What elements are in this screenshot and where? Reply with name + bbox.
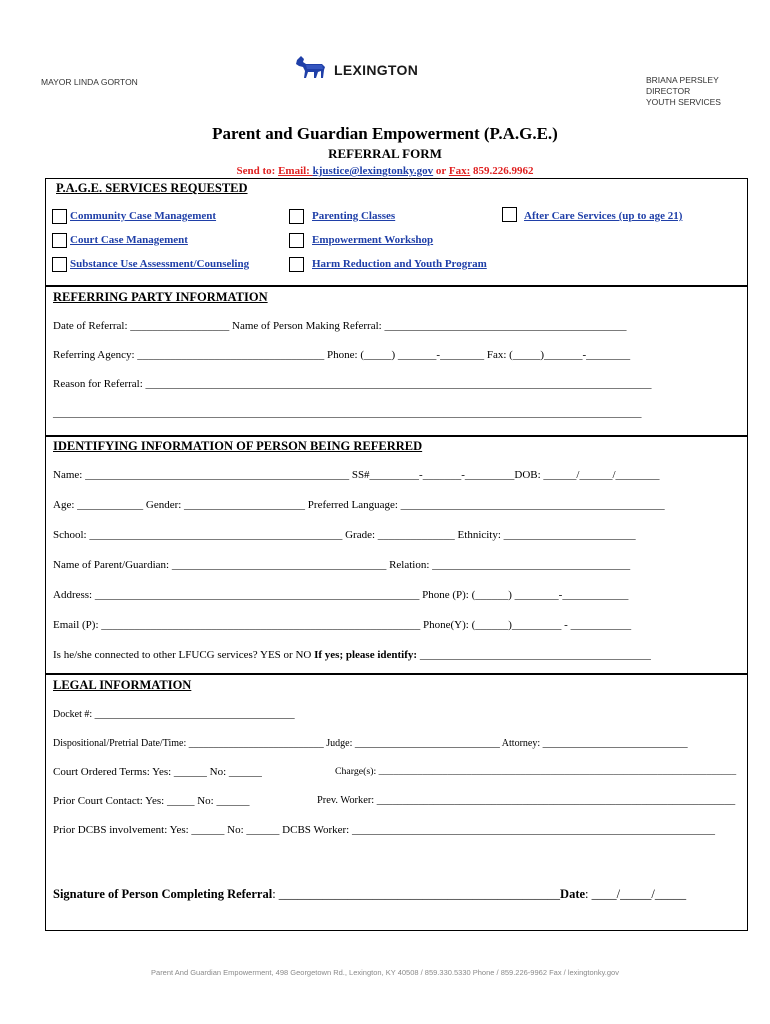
page-title: Parent and Guardian Empowerment (P.A.G.E.) xyxy=(212,124,558,143)
checkbox-court-case-management[interactable] xyxy=(52,233,67,248)
fax-number: 859.226.9962 xyxy=(470,165,534,177)
mayor-name: MAYOR LINDA GORTON xyxy=(41,77,138,87)
legal-title: LEGAL INFORMATION xyxy=(53,678,192,692)
service-label: Substance Use Assessment/Counseling xyxy=(70,258,250,270)
lexington-logo xyxy=(294,54,434,84)
signature-blank[interactable]: : _____________________________________________ xyxy=(272,887,561,901)
date-blank[interactable]: : ____/_____/_____ xyxy=(585,887,687,901)
email-link[interactable]: kjustice@lexingtonky.gov xyxy=(312,165,434,177)
referring-title: REFERRING PARTY INFORMATION xyxy=(53,290,268,304)
dcbs-line[interactable]: Prior DCBS involvement: Yes: ______ No: ______ DCBS Worker: __________________________________________________________________ xyxy=(53,824,715,836)
signature-line[interactable] xyxy=(53,887,686,902)
checkbox-community-case-management[interactable] xyxy=(52,209,67,224)
send-to-line xyxy=(0,165,770,177)
address-line[interactable]: Address: ___________________________________________________________ Phone (P): (______) ________-____________ xyxy=(53,589,629,601)
charges-line[interactable]: Charge(s): _________________________________________________________________________ xyxy=(335,766,737,777)
lfucg-identify-label: If yes; please identify: xyxy=(314,649,418,661)
service-label: Harm Reduction and Youth Program xyxy=(312,258,487,270)
parent-guardian-line[interactable]: Name of Parent/Guardian: _______________________________________ Relation: ____________________________________ xyxy=(53,559,631,571)
send-to-prefix: Send to: xyxy=(236,165,279,177)
checkbox-parenting-classes[interactable] xyxy=(289,209,304,224)
lfucg-identify-blank[interactable]: __________________________________________ xyxy=(417,649,651,661)
or-text: or xyxy=(433,165,449,177)
director-title: DIRECTOR xyxy=(646,86,691,96)
service-label: Court Case Management xyxy=(70,234,188,246)
date-of-referral-line[interactable]: Date of Referral: __________________ Name of Person Making Referral: ____________________________________________ xyxy=(53,320,627,332)
footer-text: Parent And Guardian Empowerment, 498 Georgetown Rd., Lexington, KY 40508 / 859.330.5330 Phone / 859.226-9962 Fax / lexingtonky.gov xyxy=(151,968,619,977)
horse-icon xyxy=(294,54,328,82)
dispositional-line[interactable]: Dispositional/Pretrial Date/Time: ___________________________ Judge: _____________________________ Attorney: _____________________________ xyxy=(53,738,688,749)
fax-label: Fax: xyxy=(448,165,471,177)
docket-line[interactable]: Docket #: ________________________________________ xyxy=(53,709,295,720)
reason-continued-line[interactable]: ___________________________________________________________________________________________________________ xyxy=(53,407,642,419)
reason-for-referral-line[interactable]: Reason for Referral: ____________________________________________________________________________________________ xyxy=(53,378,652,390)
lfucg-services-line[interactable] xyxy=(53,649,651,661)
name-line[interactable]: Name: ________________________________________________ SS#_________-_______-_________DOB: ______/______/________ xyxy=(53,469,660,481)
services-section xyxy=(45,178,748,287)
legal-section xyxy=(45,673,748,931)
age-line[interactable]: Age: ____________ Gender: ______________________ Preferred Language: ________________________________________________ xyxy=(53,499,665,511)
referring-agency-line[interactable]: Referring Agency: __________________________________ Phone: (_____) _______-________ Fax: (_____)_______-________ xyxy=(53,349,631,361)
signature-label: Signature of Person Completing Referral xyxy=(53,887,273,901)
checkbox-after-care-services[interactable] xyxy=(502,207,517,222)
service-label: Empowerment Workshop xyxy=(312,234,434,246)
referring-section xyxy=(45,285,748,437)
identifying-title: IDENTIFYING INFORMATION OF PERSON BEING REFERRED xyxy=(53,439,423,453)
director-name: BRIANA PERSLEY xyxy=(646,75,719,85)
school-line[interactable]: School: ______________________________________________ Grade: ______________ Ethnicity: ________________________ xyxy=(53,529,636,541)
form-subtitle: REFERRAL FORM xyxy=(328,146,442,161)
service-label: Parenting Classes xyxy=(312,210,396,222)
director-block xyxy=(646,75,721,108)
identifying-section xyxy=(45,435,748,675)
date-label: Date xyxy=(560,887,586,901)
lfucg-question: Is he/she connected to other LFUCG services? YES or NO xyxy=(53,649,315,661)
email-label: Email: xyxy=(278,165,313,177)
checkbox-harm-reduction[interactable] xyxy=(289,257,304,272)
prev-worker-line[interactable]: Prev. Worker: _____________________________________________________________________ xyxy=(317,795,736,806)
prior-court-contact-line[interactable]: Prior Court Contact: Yes: _____ No: ______ xyxy=(53,795,250,807)
email-line[interactable]: Email (P): __________________________________________________________ Phone(Y): (______)_________ - ___________ xyxy=(53,619,632,631)
services-title: P.A.G.E. SERVICES REQUESTED xyxy=(56,181,248,195)
service-label: Community Case Management xyxy=(70,210,217,222)
checkbox-empowerment-workshop[interactable] xyxy=(289,233,304,248)
court-ordered-terms-line[interactable]: Court Ordered Terms: Yes: ______ No: ______ xyxy=(53,766,262,778)
logo-text: LEXINGTON xyxy=(334,62,419,78)
service-label: After Care Services (up to age 21) xyxy=(524,210,683,222)
director-dept: YOUTH SERVICES xyxy=(646,97,721,107)
checkbox-substance-use-assessment[interactable] xyxy=(52,257,67,272)
